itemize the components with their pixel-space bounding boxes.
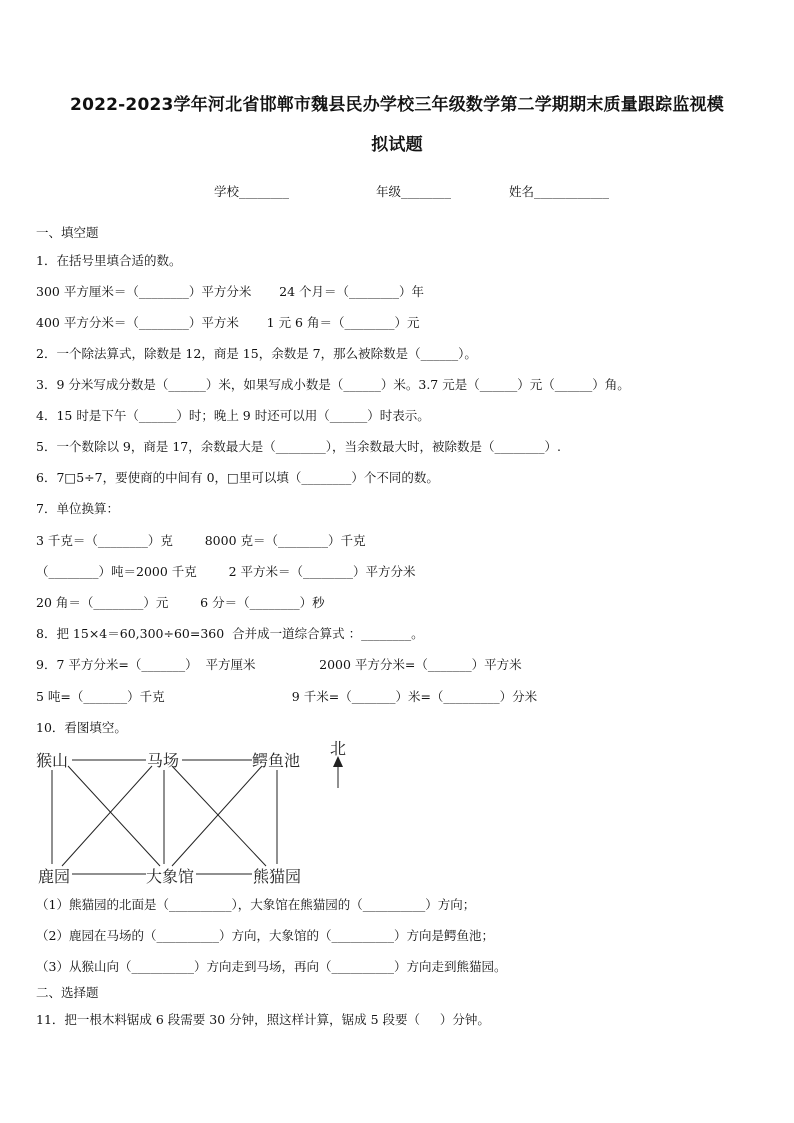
section-heading-multiple-choice: 二、选择题 [36, 985, 99, 1000]
line-houshan-daxiangguan [68, 766, 160, 866]
zoo-map-diagram [0, 740, 794, 890]
question-11: 11．把一根木料锯成 6 段需要 30 分钟，照这样计算，锯成 5 段要（ ）分钟。 [36, 1012, 490, 1027]
question-7-row-b: （________）吨＝2000 千克 2 平方米＝（________）平方分米 [36, 564, 416, 579]
label-daxiangguan: 大象馆 [146, 867, 195, 886]
grade-field: 年级________ [376, 184, 452, 199]
label-north: 北 [330, 740, 347, 758]
question-10-part-1: （1）熊猫园的北面是（__________），大象馆在熊猫园的（__________）方向； [36, 897, 476, 912]
question-4: 4．15 时是下午（______）时；晚上 9 时还可以用（______）时表示。 [36, 408, 430, 423]
question-9-row-a: 9．7 平方分米=（_______） 平方厘米 2000 平方分米=（_______）平方米 [36, 657, 522, 672]
question-1-row-a: 300 平方厘米＝（________）平方分米 24 个月＝（________）年 [36, 284, 425, 299]
page-title-line-1: 2022-2023学年河北省邯郸市魏县民办学校三年级数学第二学期期末质量跟踪监视模 [70, 95, 724, 115]
question-1: 1．在括号里填合适的数。 [36, 253, 182, 268]
line-machang-luyuan [62, 766, 152, 866]
question-6: 6．7□5÷7，要使商的中间有 0，□里可以填（________）个不同的数。 [36, 470, 439, 485]
page-title-line-2: 拟试题 [371, 135, 423, 155]
question-10: 10．看图填空。 [36, 720, 127, 735]
label-luyuan: 鹿园 [38, 867, 71, 886]
question-1-row-b: 400 平方分米＝（________）平方米 1 元 6 角＝（________）元 [36, 315, 420, 330]
question-8: 8．把 15×4＝60,300÷60=360 合并成一道综合算式 ：________。 [36, 626, 424, 641]
question-7: 7．单位换算： [36, 501, 119, 516]
label-houshan: 猴山 [36, 751, 69, 770]
label-xiongmaoyuan: 熊猫园 [253, 867, 302, 886]
question-7-row-c: 20 角＝（________）元 6 分＝（________）秒 [36, 595, 325, 610]
question-10-part-2: （2）鹿园在马场的（__________）方向，大象馆的（__________）方向是鳄鱼池； [36, 928, 494, 943]
question-7-row-a: 3 千克＝（________）克 8000 克＝（________）千克 [36, 533, 366, 548]
label-machang: 马场 [147, 751, 180, 770]
question-5: 5．一个数除以 9，商是 17，余数最大是（________），当余数最大时，被除数是（________）. [36, 439, 561, 454]
label-eyuchi: 鳄鱼池 [252, 751, 301, 770]
name-field: 姓名____________ [509, 184, 610, 199]
question-9-row-b: 5 吨=（_______）千克 9 千米=（_______）米=（_________）分米 [36, 689, 538, 704]
section-heading-fill-blank: 一、填空题 [36, 225, 99, 240]
question-3: 3．9 分米写成分数是（______）米，如果写成小数是（______）米。3.7 元是（______）元（______）角。 [36, 377, 630, 392]
question-10-part-3: （3）从猴山向（__________）方向走到马场，再向（__________）方向走到熊猫园。 [36, 959, 507, 974]
question-2: 2．一个除法算式，除数是 12，商是 15，余数是 7，那么被除数是（______）。 [36, 346, 477, 361]
school-field: 学校________ [214, 184, 290, 199]
